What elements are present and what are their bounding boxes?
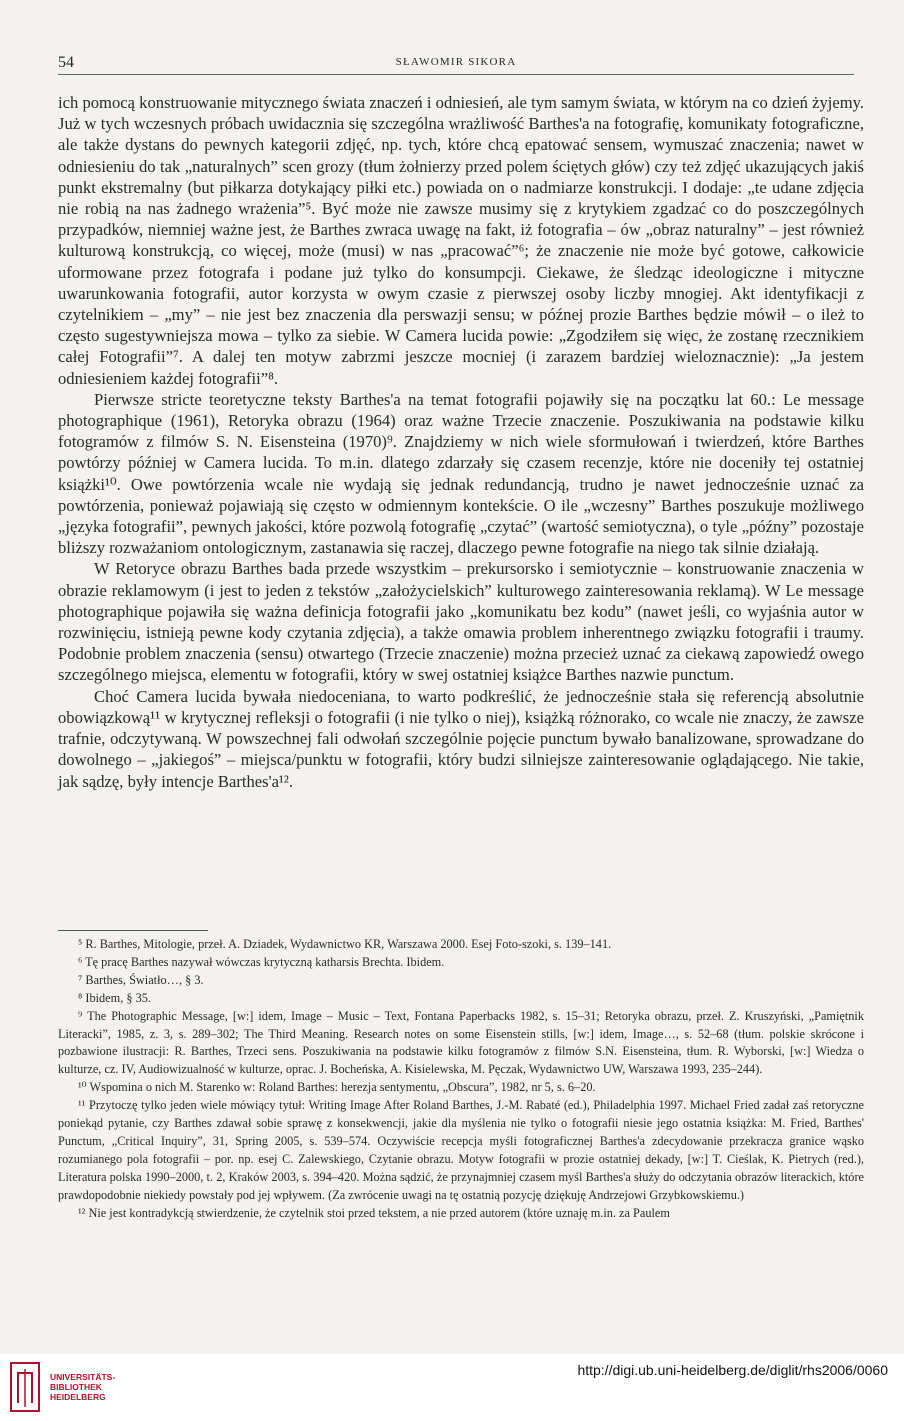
- running-head: SŁAWOMIR SIKORA: [395, 56, 517, 68]
- footnote: ⁷ Barthes, Światło…, § 3.: [78, 972, 204, 987]
- library-logo-text: UNIVERSITÄTS- BIBLIOTHEK HEIDELBERG: [50, 1372, 116, 1402]
- footnote: ¹¹ Przytoczę tylko jeden wiele mówiący tytuł: Writing Image After Roland Barthes, J.-M. Rabaté (ed.), Philadelphia 1997. Michael Fried zadał zaś retoryczne poniekąd pytanie, czy Barthes zdawał sobie sprawę z konsekwencji, jakie dla myślenia nie tylko o fotografii niesie jego ostatnia książka: M. Fried, Barthes' Punctum, „Critical Inquiry”, 31, Spring 2005, s. 539–574. Oczywiście recepcja myśli fotograficznej Barthes'a zdecydowanie przekracza granice wąsko rozumianego pola fotografii – por. np. esej C. Zalewskiego, Czytanie obrazu. Motyw fotografii w prozie ostatniej dekady, [w:] T. Cieślak, K. Pietrych (red.), Literatura polska 1990–2000, t. 2, Kraków 2003, s. 394–420. Można sądzić, że przynajmniej czasem myśl Barthes'a służy do odczytania obrazów literackich, które prawdopodobnie niekiedy powstały pod jej wpływem. (Za zwrócenie uwagi na tę ostatnią pozycję dziękuję Andrzejowi Grzybkowskiemu.): [58, 1098, 864, 1202]
- paragraph: W Retoryce obrazu Barthes bada przede wszystkim – prekursorsko i semiotycznie – konstruowanie znaczenia w obrazie reklamowym (i jest to jeden z tekstów „założycielskich” kulturowego zainteresowania reklamą). W Le message photographique pojawiła się ważna definicja fotografii jako „komunikatu bez kodu” (nawet jeśli, co wyjaśnia autor w rozwinięciu, istnieją pewne kody czytania zdjęcia), a także omawia problem inherentnego związku fotografii i traumy. Podobnie problem znaczenia (sensu) otwartego (Trzecie znaczenie) można przecież uznać za ciekawą zapowiedź owego szczególnego miejsca, elementu w fotografii, który w swej ostatniej książce Barthes nazwie punctum.: [58, 559, 864, 685]
- footnote: ⁵ R. Barthes, Mitologie, przeł. A. Dziadek, Wydawnictwo KR, Warszawa 2000. Esej Foto-szoki, s. 139–141.: [78, 937, 612, 951]
- footnote: ⁸ Ibidem, § 35.: [78, 990, 151, 1005]
- footnotes: [58, 936, 864, 1223]
- body-text: [58, 92, 864, 792]
- library-footer: [0, 1354, 904, 1421]
- paragraph: Pierwsze stricte teoretyczne teksty Barthes'a na temat fotografii pojawiły się na początku lat 60.: Le message photographique (1961), Retoryka obrazu (1964) oraz ważne Trzecie znaczenie. Poszukiwania na podstawie kilku fotogramów z filmów S. N. Eisensteina (1970)⁹. Znajdziemy w nich wiele sformułowań i twierdzeń, które Barthes powtórzy później w Camera lucida. To m.in. dlatego zdarzały się czasem recenzje, które nie doceniły tej ostatniej książki¹⁰. Owe powtórzenia wcale nie wydają się jednak redundancją, trudno je nawet jednocześnie uznać za powtórzenia, ponieważ pojawiają się często w odmiennym kontekście. O ile „wczesny” Barthes poszukuje możliwego „języka fotografii”, pewnych jakości, które pozwolą fotografię „czytać” (wartość semiotyczna), o tyle „późny” pozostaje bliższy rozważaniom ontologicznym, zastanawia się raczej, dlaczego pewne fotografie na niego tak silnie działają.: [58, 389, 864, 558]
- source-url[interactable]: http://digi.ub.uni-heidelberg.de/diglit/rhs2006/0060: [577, 1362, 888, 1378]
- library-logo-icon: [8, 1359, 42, 1415]
- page-number: 54: [58, 54, 74, 71]
- page-header: [58, 52, 854, 75]
- paragraph: ich pomocą konstruowanie mitycznego świata znaczeń i odniesień, ale tym samym świata, w którym na co dzień żyjemy. Już w tych wczesnych próbach uwidacznia się szczególna wrażliwość Barthes'a na fotografię, komunikaty fotograficzne, ale także dystans do pewnych kategorii zdjęć, np. tych, które chcą epatować sensem, wymuszać znaczenia; nawet w odniesieniu do tak „naturalnych” scen grozy (tłum żołnierzy przed polem ściętych głów) czy też zdjęć ukazujących jakiś punkt ekstremalny (but piłkarza dotykający piłki etc.) powiada on o nadmiarze konstrukcji. I dodaje: „te udane zdjęcia nie robią na nas żadnego wrażenia”⁵. Być może nie zawsze musimy się z krytykiem zgadzać co do poszczególnych przypadków, niemniej ważne jest, że Barthes zwraca uwagę na fakt, iż fotografia – ów „obraz naturalny” – jest również kulturową konstrukcją, co więcej, może (musi) w nas „pracować”⁶; że znaczenie nie może być gotowe, całkowicie uformowane przez fotografa i podane już tylko do konsumpcji. Ciekawe, że śledząc ideologiczne i mityczne uwarunkowania fotografii, autor korzysta w owym czasie z pierwszej osoby liczby mnogiej. Akt identyfikacji z czytelnikiem – „my” – nie jest bez znaczenia dla perswazji sensu; w późnej prozie Barthes będzie mówił – o ileż to często sugestywniejsza mowa – tylko za siebie. W Camera lucida powie: „Zgodziłem się więc, że zostanę rzecznikiem całej Fotografii”⁷. A dalej ten motyw zabrzmi jeszcze mocniej (i zarazem bardziej wieloznacznie): „Ja jestem odniesieniem każdej fotografii”⁸.: [58, 93, 864, 388]
- footnote: ¹² Nie jest kontradykcją stwierdzenie, że czytelnik stoi przed tekstem, a nie przed autorem (które uznaję m.in. za Paulem: [78, 1205, 670, 1220]
- paragraph: Choć Camera lucida bywała niedoceniana, to warto podkreślić, że jednocześnie stała się referencją absolutnie obowiązkową¹¹ w krytycznej refleksji o fotografii (i nie tylko o niej), książką różnorako, co wcale nie znaczy, że zawsze trafnie, odczytywaną. W powszechnej fali odwołań szczególnie pojęcie punctum bywało banalizowane, sprowadzane do dowolnego – „jakiegoś” – miejsca/punktu w fotografii, który budzi silniejsze zainteresowanie oglądającego. Nie takie, jak sądzę, były intencje Barthes'a¹².: [58, 686, 864, 791]
- footnote: ⁹ The Photographic Message, [w:] idem, Image – Music – Text, Fontana Paperbacks 1982, s. 15–31; Retoryka obrazu, przeł. Z. Kruszyński, „Pamiętnik Literacki”, 1985, z. 3, s. 289–302; The Third Meaning. Research notes on some Eisenstein stills, [w:] idem, Image…, s. 52–68 (tłum. polskie skrócone i pozbawione ilustracji: R. Barthes, Trzeci sens. Poszukiwania na podstawie kilku fotogramów z filmów S.N. Eisensteina, tłum. R. Wyborski, [w:] Wiedza o kulturze, cz. IV, Audiowizualność w kulturze, oprac. J. Bocheńska, A. Kisielewska, M. Pęczak, Wydawnictwo UW, Warszawa 1993, 235–244).: [58, 1008, 864, 1077]
- footnote: ⁶ Tę pracę Barthes nazywał wówczas krytyczną katharsis Brechta. Ibidem.: [78, 954, 445, 969]
- footnote-divider: [58, 930, 208, 931]
- footnote: ¹⁰ Wspomina o nich M. Starenko w: Roland Barthes: herezja sentymentu, „Obscura”, 1982, nr 5, s. 6–20.: [78, 1080, 596, 1095]
